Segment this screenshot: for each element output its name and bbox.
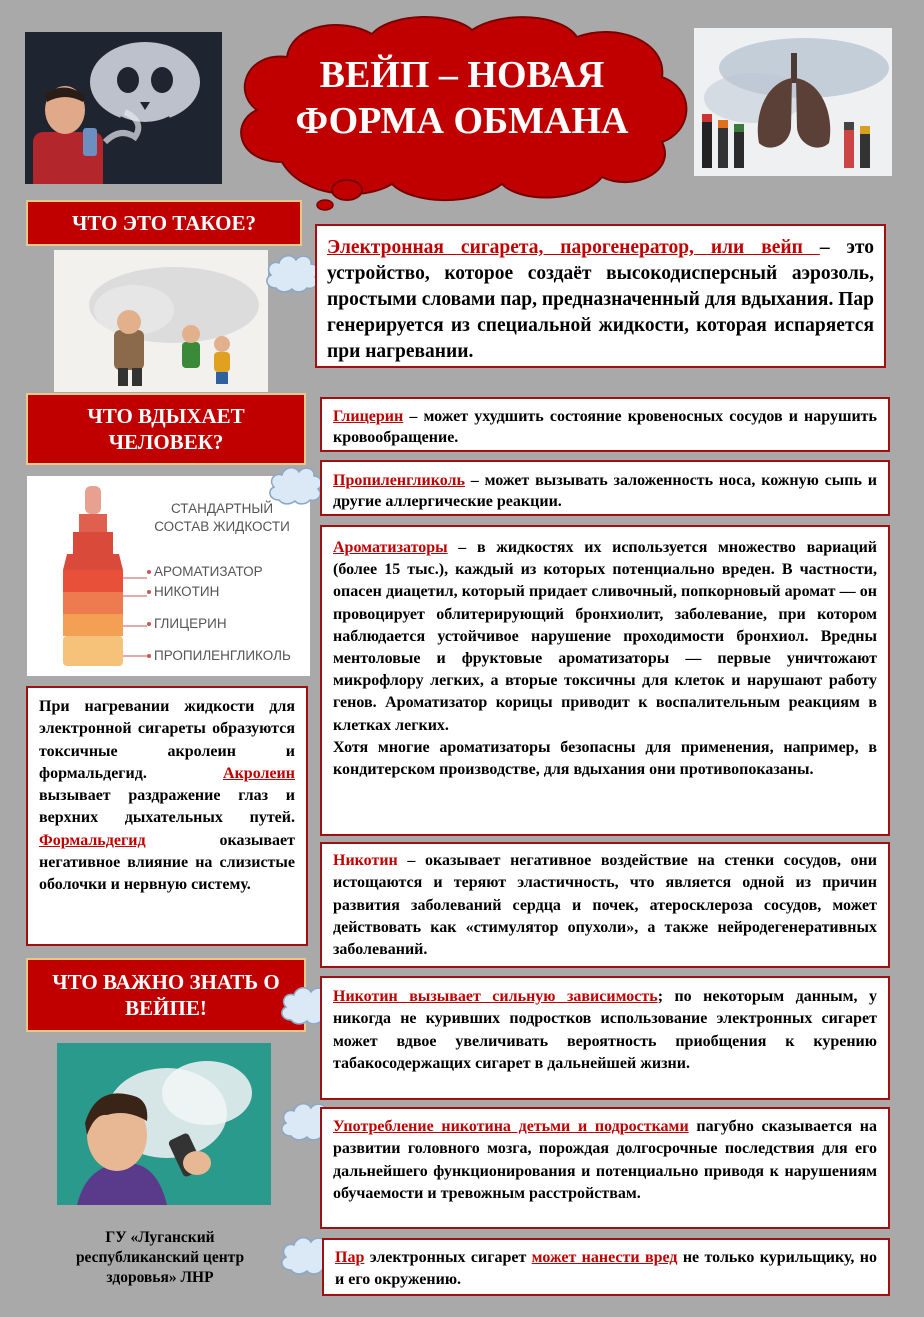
bottle-label-flavor: АРОМАТИЗАТОР [154,564,263,579]
flavors-text-2: Хотя многие ароматизаторы безопасны для применения, например, в кондитерском производстве, для вдыхания они противопоказаны. [333,738,877,779]
glycerin-card [320,397,890,452]
heading-important-text: ЧТО ВАЖНО ЗНАТЬ О ВЕЙПЕ! [52,970,280,1020]
addiction-term: Никотин вызывает сильную зависимость [333,988,658,1005]
flavors-term: Ароматизаторы [333,539,448,556]
heading-what-is-it: ЧТО ЭТО ТАКОЕ? [26,200,302,246]
vapor-harm-term: может нанести вред [531,1249,678,1266]
bottle-label-glycerin: ГЛИЦЕРИН [154,616,227,631]
definition-card [315,224,886,368]
teens-text: пагубно сказывается на развитии головного мозга, порождая долгосрочные последствия для его дальнейшего функционирования и потенциально приводя к нарушениям обучаемости и тревожным расстройствам. [333,1118,878,1202]
acrolein-text: вызывает раздражение глаз и верхних дыхательных путей. [39,787,295,827]
formaldehyde-term: Формальдегид [39,831,146,849]
passive-smoking-image [54,250,268,392]
vapor-card [322,1238,890,1296]
vapor-text-2: не только курильщику, но и его окружению. [335,1249,877,1289]
page-title-line1: ВЕЙП – НОВАЯ [319,54,605,96]
organization-line1: ГУ «Луганский [105,1229,215,1246]
nicotine-text: – оказывает негативное воздействие на стенки сосудов, они истощаются и теряют эластичность, что является одной из причин развития заболеваний сердца и почек, атеросклероза сосудов, может действовать как «стимулятор опухоли», а также нейродегенеративных заболеваний. [333,852,877,959]
teens-term: Употребление никотина детьми и подростками [333,1118,689,1135]
cloud-icon [262,252,322,294]
lungs-image [694,28,892,176]
heading-what-inhale-text: ЧТО ВДЫХАЕТ ЧЕЛОВЕК? [87,404,245,454]
addiction-card [320,976,890,1100]
organization-line3: здоровья» ЛНР [106,1269,214,1286]
vapor-text: электронных сигарет [364,1249,532,1266]
bottle-label-nicotine: НИКОТИН [154,584,220,599]
heading-important [26,958,306,1032]
glycerin-term: Глицерин [333,408,404,425]
propylene-text: – может вызывать заложенность носа, кожную сыпь и другие аллергические реакции. [333,472,877,510]
acrolein-term: Акролеин [223,764,295,782]
propylene-term: Пропиленгликоль [333,472,465,489]
liquid-composition-image [27,476,310,676]
formaldehyde-text: оказывает негативное влияние на слизистые оболочки и нервную систему. [39,831,295,894]
flavors-card [320,525,890,836]
nicotine-term: Никотин [333,852,398,869]
skull-smoke-image [25,32,222,184]
definition-term: Электронная сигарета, парогенератор, или вейп [327,237,820,258]
nicotine-card [320,842,890,968]
vapor-term: Пар [335,1249,365,1266]
page-title-line2: ФОРМА ОБМАНА [295,100,629,142]
teen-vaping-image [57,1043,271,1205]
bottle-label-propylene: ПРОПИЛЕНГЛИКОЛЬ [154,648,291,663]
organization-line2: республиканский центр [75,1249,245,1266]
propylene-card [320,460,890,516]
heating-card [26,686,308,946]
organization-credit [40,1228,280,1288]
heading-what-inhale [26,393,306,465]
glycerin-text: – может ухудшить состояние кровеносных сосудов и нарушить кровообращение. [333,408,877,446]
heating-intro: При нагревании жидкости для электронной сигареты образуются токсичные акролеин и формальдегид. [39,698,295,782]
definition-text: – это устройство, которое создаёт высокодисперсный аэрозоль, простыми словами пар, предназначенный для вдыхания. Пар генерируется из специальной жидкости, которая испаряется при нагревании. [327,237,875,362]
flavors-text: – в жидкостях их используется множество вариаций (более 15 тыс.), каждый из которых потенциально вреден. В частности, опасен диацетил, который придает сливочный, попкорновый аромат — он провоцирует облитерирующий бронхиолит, заболевание, при котором наблюдается устойчивое нарушение проходимости бронхиол. Вредны ментоловые и фруктовые ароматизаторы — первые уничтожают микрофлору легких, а вторые токсичны для клеток и нарушают работу генов. Ароматизатор корицы приводит к воспалительным реакциям в клетках легких. [333,539,877,734]
cloud-icon [265,464,325,506]
bottle-caption: СТАНДАРТНЫЙ СОСТАВ ЖИДКОСТИ [154,501,290,534]
page-title [262,52,662,144]
addiction-text: ; по некоторым данным, у никогда не куривших подростков использование электронных сигарет может вдвое увеличивать вероятность приобщения к курению табакосодержащих сигарет в дальнейшей жизни. [333,988,877,1072]
teens-card [320,1107,890,1229]
